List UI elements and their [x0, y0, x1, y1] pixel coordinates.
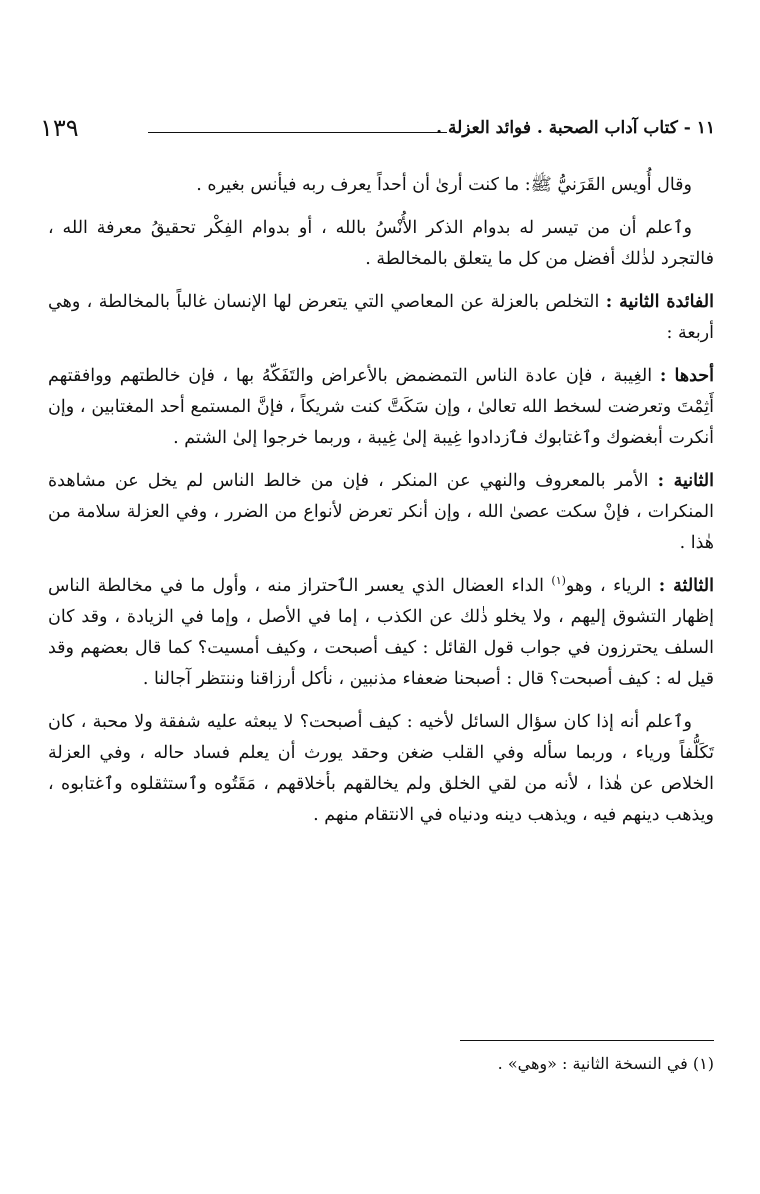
paragraph-1: وقال أُويس القَرَنيُّ ﷺ: ما كنت أرىٰ أن أحداً يعرف ربه فيأنس بغيره .	[196, 175, 692, 195]
running-header	[40, 114, 715, 148]
paragraph-5-heading: الثانية :	[657, 471, 714, 491]
paragraph-3-text: التخلص بالعزلة عن المعاصي التي يتعرض لها الإنسان غالباً بالمخالطة ، وهي أربعة :	[48, 292, 714, 343]
paragraph-5	[48, 466, 714, 559]
footnote: (١) في النسخة الثانية : «وهي» .	[497, 1054, 714, 1073]
header-rule	[148, 132, 447, 133]
paragraph-7: وٱعلم أنه إذا كان سؤال السائل لأخيه : كيف أصبحت؟ لا يبعثه عليه شفقة ولا محبة ، كان تَكَلُّفاً ورياء ، وربما سأله وفي القلب ضغن وحقد يورث أن يعلم فساد حاله ، وفي العزلة الخلاص عن هٰذا ، لأنه من لقي الخلق ولم يخالقهم بأخلاقهم ، مَقَتُوه وٱستثقلوه وٱغتابوه ، ويذهب دينهم فيه ، ويذهب دينه ودنياه في الانتقام منهم .	[48, 712, 714, 825]
paragraph-6-heading: الثالثة :	[658, 576, 714, 596]
footnote-separator	[460, 1040, 714, 1041]
paragraph-2: وٱعلم أن من تيسر له بدوام الذكر الأُنْسُ بالله ، أو بدوام الفِكْر تحقيقُ معرفة الله ، فالتجرد لذٰلك أفضل من كل ما يتعلق بالمخالطة .	[48, 218, 714, 269]
page-number: ١٣٩	[40, 114, 79, 142]
paragraph-6-text-a: الرياء ، وهو	[565, 576, 652, 596]
footnote-reference: (١)	[551, 574, 566, 588]
paragraph-6	[48, 571, 714, 695]
paragraph-5-text: الأمر بالمعروف والنهي عن المنكر ، فإن من خالط الناس لم يخل عن مشاهدة المنكرات ، فإنْ سكت عصىٰ الله ، وإن أنكر تعرض لأنواع من الضرر ، وفي العزلة سلامة من هٰذا .	[48, 471, 714, 553]
main-text	[48, 170, 714, 843]
paragraph-4-heading: أحدها :	[659, 366, 714, 386]
paragraph-6-text-b: الداء العضال الذي يعسر الٱحتراز منه ، وأول ما في مخالطة الناس إظهار التشوق إليهم ، ولا يخلو ذٰلك عن الكذب ، إما في الأصل ، وإما في الزيادة ، وقد كان السلف يحترزون في جواب قول القائل : كيف أصبحت ، وكيف أمسيت؟ كما قال بعضهم وقد قيل له : كيف أصبحت؟ قال : أصبحنا ضعفاء مذنبين ، نأكل أرزاقنا وننتظر آجالنا .	[48, 576, 714, 689]
paragraph-3	[48, 287, 714, 349]
paragraph-4	[48, 361, 714, 454]
paragraph-4-text: الغِيبة ، فإن عادة الناس التمضمض بالأعراض والتَفَكّهُ بها ، فإن خالطتهم ووافقتهم أَثِمْتَ وتعرضت لسخط الله تعالىٰ ، وإن سَكَتَّ كنت شريكاً ، فإنَّ المستمع أحد المغتابين ، وإن أنكرت أبغضوك وٱغتابوك فٱزدادوا غِيبة إلىٰ غِيبة ، وربما خرجوا إلىٰ الشتم .	[48, 366, 714, 448]
paragraph-3-heading: الفائدة الثانية :	[605, 292, 714, 312]
chapter-title: ١١ - كتاب آداب الصحبة . فوائد العزلة .	[436, 118, 715, 138]
